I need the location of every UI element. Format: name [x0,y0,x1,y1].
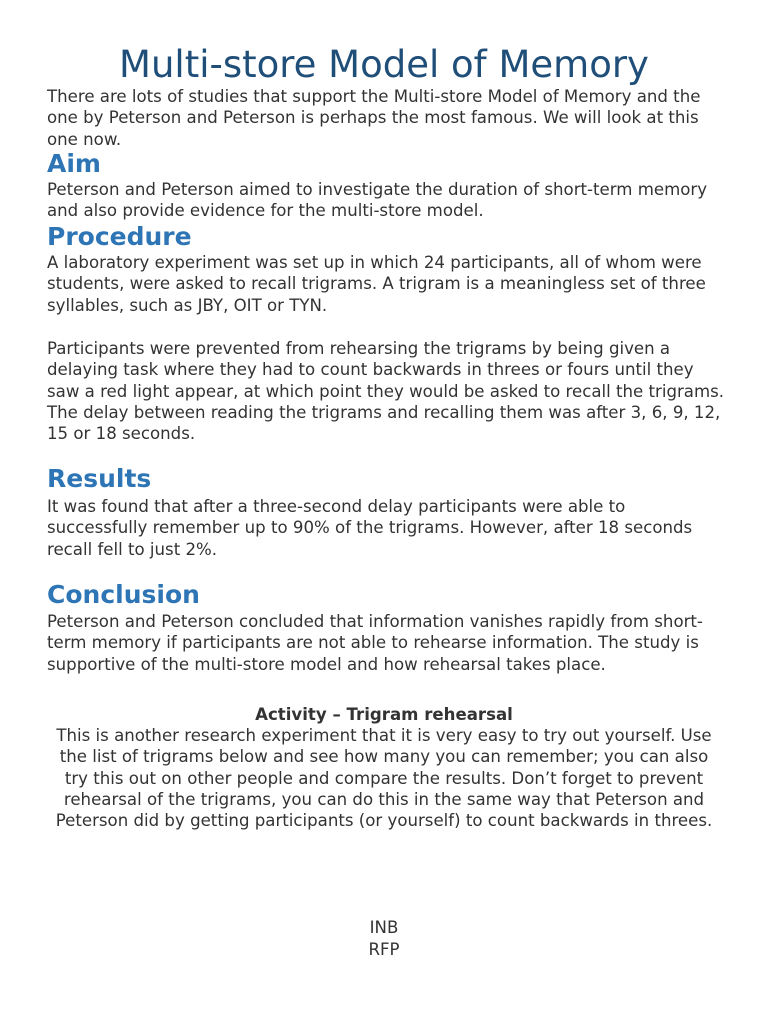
aim-heading: Aim [47,149,101,178]
aim-paragraph: Peterson and Peterson aimed to investigate the duration of short-term memory and also provide evidence for the multi-store model. [47,180,708,221]
page-title: Multi-store Model of Memory [119,43,649,86]
conclusion-heading: Conclusion [47,580,200,609]
conclusion-paragraph: Peterson and Peterson concluded that information vanishes rapidly from short-term memory if participants are not able to rehearse information. The study is supportive of the multi-store model and how rehearsal takes place. [47,612,703,674]
results-paragraph: It was found that after a three-second delay participants were able to successfully remember up to 90% of the trigrams. However, after 18 seconds recall fell to just 2%. [47,497,693,559]
trigram-item: INB [369,918,399,937]
activity-title: Activity – Trigram rehearsal [255,705,513,724]
procedure-paragraph-2: Participants were prevented from rehearsing the trigrams by being given a delaying task where they had to count backwards in threes or fours until they saw a red light appear, at which point they would be asked to recall the trigrams. The delay between reading the trigrams and recalling them was after 3, 6, 9, 12, 15 or 18 seconds. [47,339,725,444]
activity-paragraph: This is another research experiment that it is very easy to try out yourself. Use the list of trigrams below and see how many you can remember; you can also try this out on other people and compare the results. Don’t forget to prevent rehearsal of the trigrams, you can do this in the same way that Peterson and Peterson did by getting participants (or yourself) to count backwards in threes. [55,726,713,831]
procedure-paragraph-1: A laboratory experiment was set up in which 24 participants, all of whom were students, were asked to recall trigrams. A trigram is a meaningless set of three syllables, such as JBY, OIT or TYN. [47,253,706,315]
results-heading: Results [47,464,152,493]
trigram-item: RFP [368,939,400,959]
procedure-heading: Procedure [47,222,192,251]
trigram-list [0,917,768,960]
intro-paragraph: There are lots of studies that support the Multi-store Model of Memory and the one by Peterson and Peterson is perhaps the most famous. We will look at this one now. [47,87,701,149]
